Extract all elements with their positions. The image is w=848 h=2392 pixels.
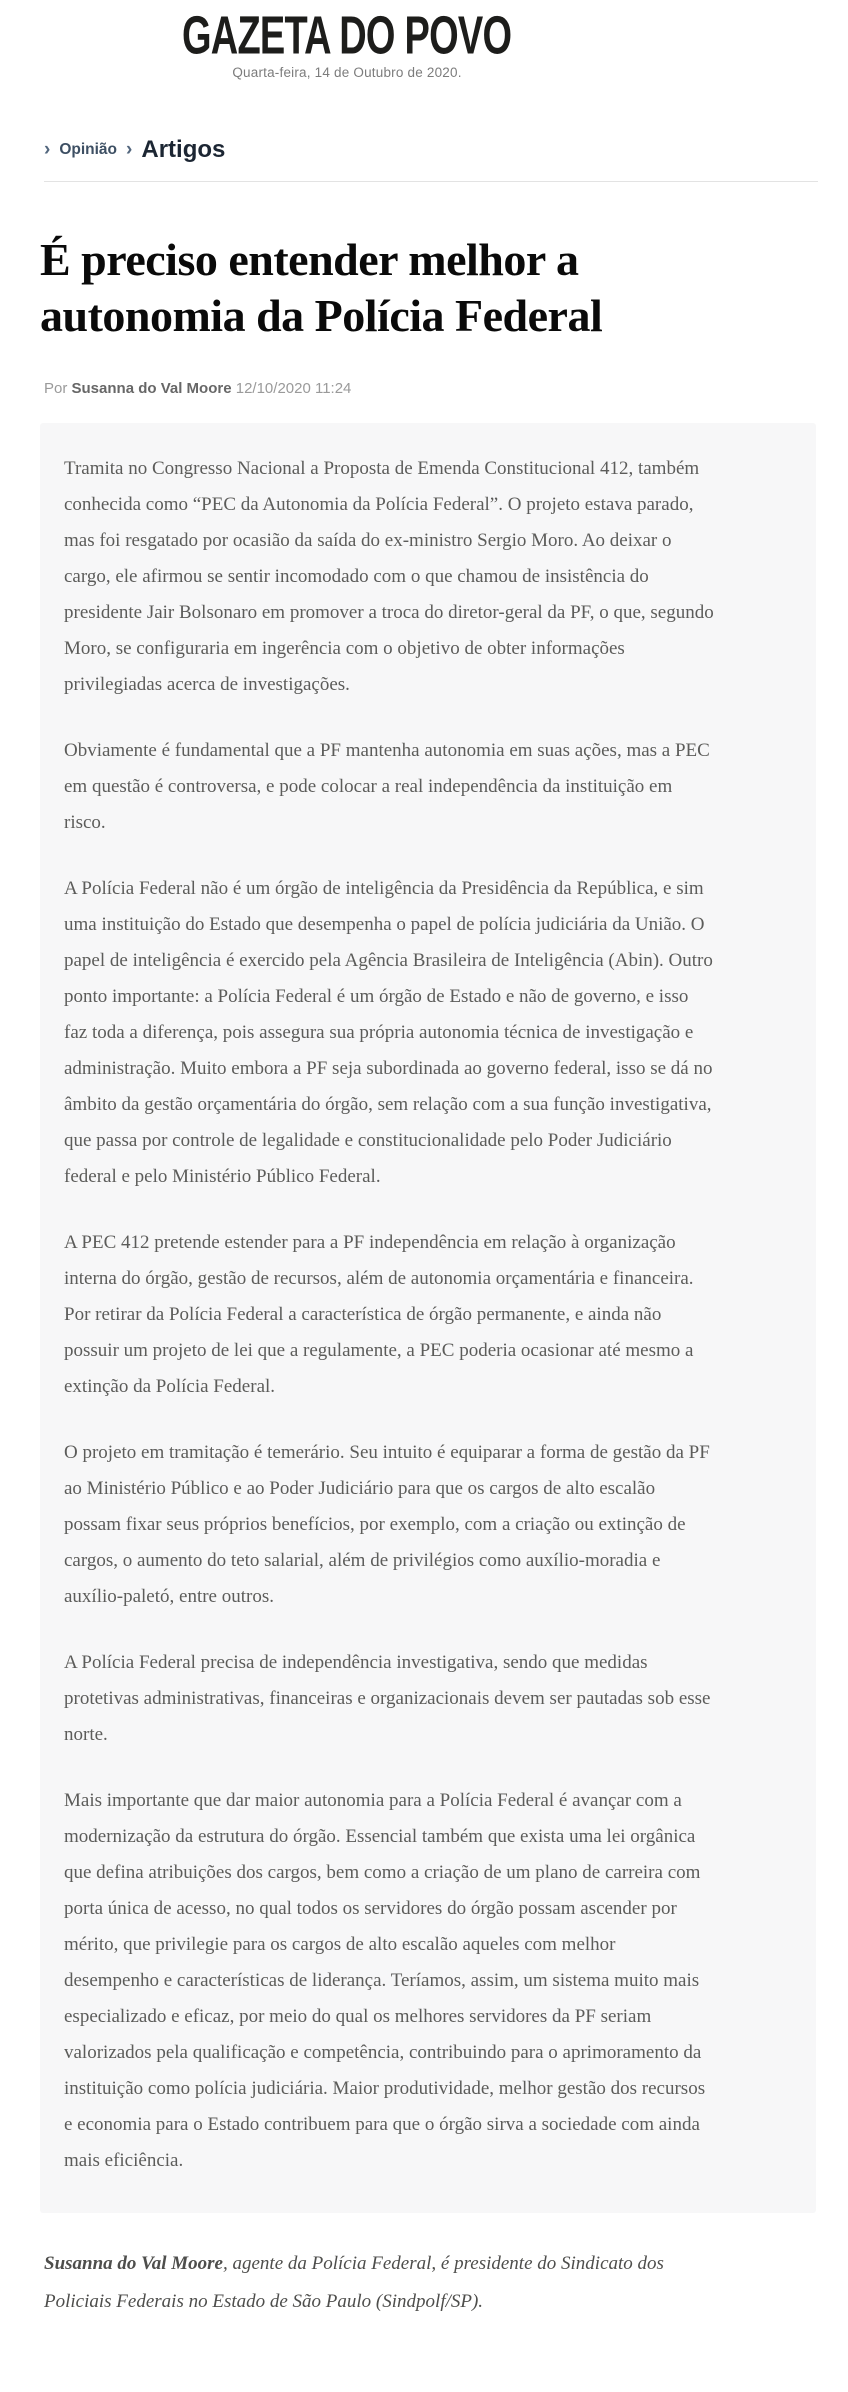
masthead [0, 0, 694, 80]
breadcrumb-item-artigos[interactable]: Artigos [141, 136, 226, 163]
header-divider [44, 181, 818, 182]
chevron-right-icon: › [126, 138, 133, 160]
breadcrumb-item-opiniao[interactable]: Opinião [59, 141, 118, 158]
article-paragraph: A Polícia Federal não é um órgão de inteligência da Presidência da República, e sim uma instituição do Estado que desempenha o papel de polícia judiciária da União. O papel de inteligência é exercido pela Agência Brasileira de Inteligência (Abin). Outro ponto importante: a Polícia Federal é um órgão de Estado e não de governo, e isso faz toda a diferença, pois assegura sua própria autonomia técnica de investigação e administração. Muito embora a PF seja subordinada ao governo federal, isso se dá no âmbito da gestão orçamentária do órgão, sem relação com a sua função investigativa, que passa por controle de legalidade e constitucionalidade pelo Poder Judiciário federal e pelo Ministério Público Federal. [64, 878, 713, 1188]
byline [44, 380, 848, 397]
article-paragraph: O projeto em tramitação é temerário. Seu intuito é equiparar a forma de gestão da PF ao Ministério Público e ao Poder Judiciário para que os cargos de alto escalão possam fixar seus próprios benefícios, por exemplo, com a criação ou extinção de cargos, o aumento do teto salarial, além de privilégios como auxílio-moradia e auxílio-paletó, entre outros. [64, 1442, 710, 1608]
byline-prefix: Por [44, 380, 68, 398]
byline-datetime: 12/10/2020 11:24 [235, 380, 352, 398]
gazeta-do-povo-logo[interactable]: GAZETA DO POVO [182, 4, 512, 66]
chevron-right-icon: › [44, 138, 51, 160]
byline-author: Susanna do Val Moore [71, 380, 232, 398]
edition-date: Quarta-feira, 14 de Outubro de 2020. [232, 65, 462, 80]
author-bio [44, 2245, 704, 2321]
page-title: É preciso entender melhor a autonomia da Polícia Federal [40, 234, 603, 342]
author-bio-name: Susanna do Val Moore [44, 2253, 223, 2275]
article-paragraph: Mais importante que dar maior autonomia para a Polícia Federal é avançar com a modernização da estrutura do órgão. Essencial também que exista uma lei orgânica que defina atribuições dos cargos, bem como a criação de um plano de carreira com porta única de acesso, no qual todos os servidores do órgão possam ascender por mérito, que privilegie para os cargos de alto escalão aqueles com melhor desempenho e características de liderança. Teríamos, assim, um sistema muito mais especializado e eficaz, por meio do qual os melhores servidores da PF seriam valorizados pela qualificação e competência, contribuindo para o aprimoramento da instituição como polícia judiciária. Maior produtividade, melhor gestão dos recursos e economia para o Estado contribuem para que o órgão sirva a sociedade com ainda mais eficiência. [64, 1790, 706, 2172]
author-bio-text: , agente da Polícia Federal, é presidente do Sindicato dos Policiais Federais no Estado de São Paulo (Sindpolf/SP). [44, 2253, 664, 2313]
article-body [40, 423, 816, 2213]
article-paragraph: Tramita no Congresso Nacional a Proposta de Emenda Constitucional 412, também conhecida como “PEC da Autonomia da Polícia Federal”. O projeto estava parado, mas foi resgatado por ocasião da saída do ex-ministro Sergio Moro. Ao deixar o cargo, ele afirmou se sentir incomodado com o que chamou de insistência do presidente Jair Bolsonaro em promover a troca do diretor-geral da PF, o que, segundo Moro, se configuraria em ingerência com o objetivo de obter informações privilegiadas acerca de investigações. [64, 458, 714, 696]
breadcrumb [44, 136, 848, 164]
article-paragraph: A Polícia Federal precisa de independência investigativa, sendo que medidas protetivas administrativas, financeiras e organizacionais devem ser pautadas sob esse norte. [64, 1652, 711, 1746]
article-paragraph: Obviamente é fundamental que a PF mantenha autonomia em suas ações, mas a PEC em questão é controversa, e pode colocar a real independência da instituição em risco. [64, 740, 710, 834]
article-paragraph: A PEC 412 pretende estender para a PF independência em relação à organização interna do órgão, gestão de recursos, além de autonomia orçamentária e financeira. Por retirar da Polícia Federal a característica de órgão permanente, e ainda não possuir um projeto de lei que a regulamente, a PEC poderia ocasionar até mesmo a extinção da Polícia Federal. [64, 1232, 694, 1398]
